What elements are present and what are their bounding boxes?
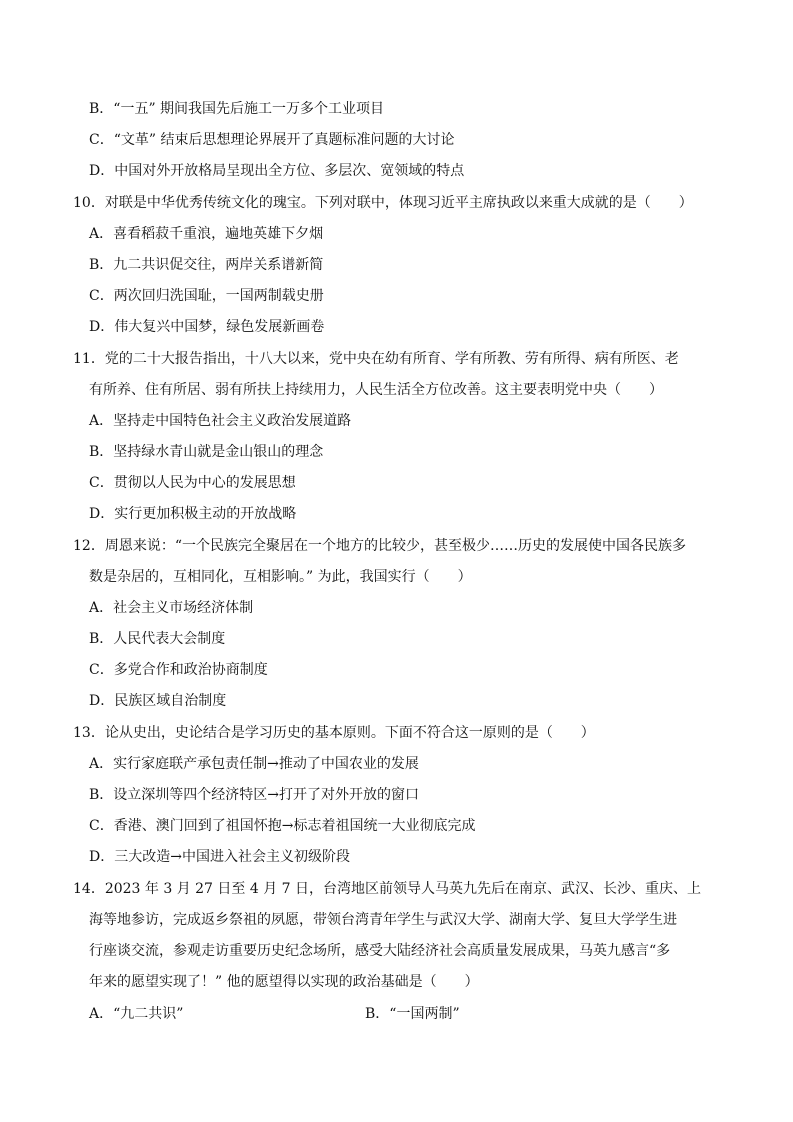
option-q14-a: A．“九二共识” [89, 1006, 184, 1022]
question-11-stem-cont: 有所养、住有所居、弱有所扶上持续用力，人民生活全方位改善。这主要表明党中央（ ） [89, 382, 663, 398]
option-q13-a: A．实行家庭联产承包责任制→推动了中国农业的发展 [89, 756, 419, 772]
option-q9-c: C．“文革” 结束后思想理论界展开了真题标准问题的大讨论 [89, 132, 455, 148]
option-q10-c: C．两次回归洗国耻，一国两制载史册 [89, 288, 324, 304]
option-q11-d: D．实行更加积极主动的开放战略 [89, 506, 297, 522]
option-q12-c: C．多党合作和政治协商制度 [89, 662, 268, 678]
option-q11-a: A．坚持走中国特色社会主义政治发展道路 [89, 413, 352, 429]
option-q10-a: A．喜看稻菽千重浪，遍地英雄下夕烟 [89, 226, 324, 242]
question-13-stem: 13．论从史出，史论结合是学习历史的基本原则。下面不符合这一原则的是（ ） [73, 725, 595, 741]
option-q11-b: B．坚持绿水青山就是金山银山的理念 [89, 444, 324, 460]
option-q9-b: B．“一五” 期间我国先后施工一万多个工业项目 [89, 101, 385, 117]
question-11-stem: 11．党的二十大报告指出，十八大以来，党中央在幼有所育、学有所教、劳有所得、病有所医、老 [73, 351, 679, 367]
option-q13-d: D．三大改造→中国进入社会主义初级阶段 [89, 849, 350, 865]
question-14-stem-cont-3: 年来的愿望实现了！” 他的愿望得以实现的政治基础是（ ） [89, 974, 479, 990]
option-q10-b: B．九二共识促交往，两岸关系谱新简 [89, 257, 324, 273]
question-12-stem: 12．周恩来说：“一个民族完全聚居在一个地方的比较少，甚至极少……历史的发展使中国各民族多 [73, 538, 686, 554]
option-q9-d: D．中国对外开放格局呈现出全方位、多层次、宽领域的特点 [89, 163, 465, 179]
option-q13-b: B．设立深圳等四个经济特区→打开了对外开放的窗口 [89, 787, 420, 803]
option-q12-a: A．社会主义市场经济体制 [89, 600, 254, 616]
option-q12-b: B．人民代表大会制度 [89, 631, 226, 647]
option-q14-b: B．“一国两制” [365, 1006, 460, 1022]
option-q12-d: D．民族区域自治制度 [89, 693, 227, 709]
option-q13-c: C．香港、澳门回到了祖国怀抱→标志着祖国统一大业彻底完成 [89, 818, 476, 834]
question-14-stem-cont-1: 海等地参访，完成返乡祭祖的夙愿，带领台湾青年学生与武汉大学、湖南大学、复旦大学学生进 [89, 912, 677, 928]
question-12-stem-cont: 数是杂居的，互相同化，互相影响。” 为此，我国实行（ ） [89, 569, 472, 585]
option-q11-c: C．贯彻以人民为中心的发展思想 [89, 475, 296, 491]
option-q10-d: D．伟大复兴中国梦，绿色发展新画卷 [89, 319, 325, 335]
question-10-stem: 10．对联是中华优秀传统文化的瑰宝。下列对联中，体现习近平主席执政以来重大成就的是（ ） [73, 195, 693, 211]
question-14-stem-cont-2: 行座谈交流，参观走访重要历史纪念场所，感受大陆经济社会高质量发展成果，马英九感言“多 [89, 943, 671, 959]
question-14-stem: 14．2023 年 3 月 27 日至 4 月 7 日，台湾地区前领导人马英九先后在南京、武汉、长沙、重庆、上 [73, 881, 702, 897]
question-14-options-row [0, 999, 793, 1030]
